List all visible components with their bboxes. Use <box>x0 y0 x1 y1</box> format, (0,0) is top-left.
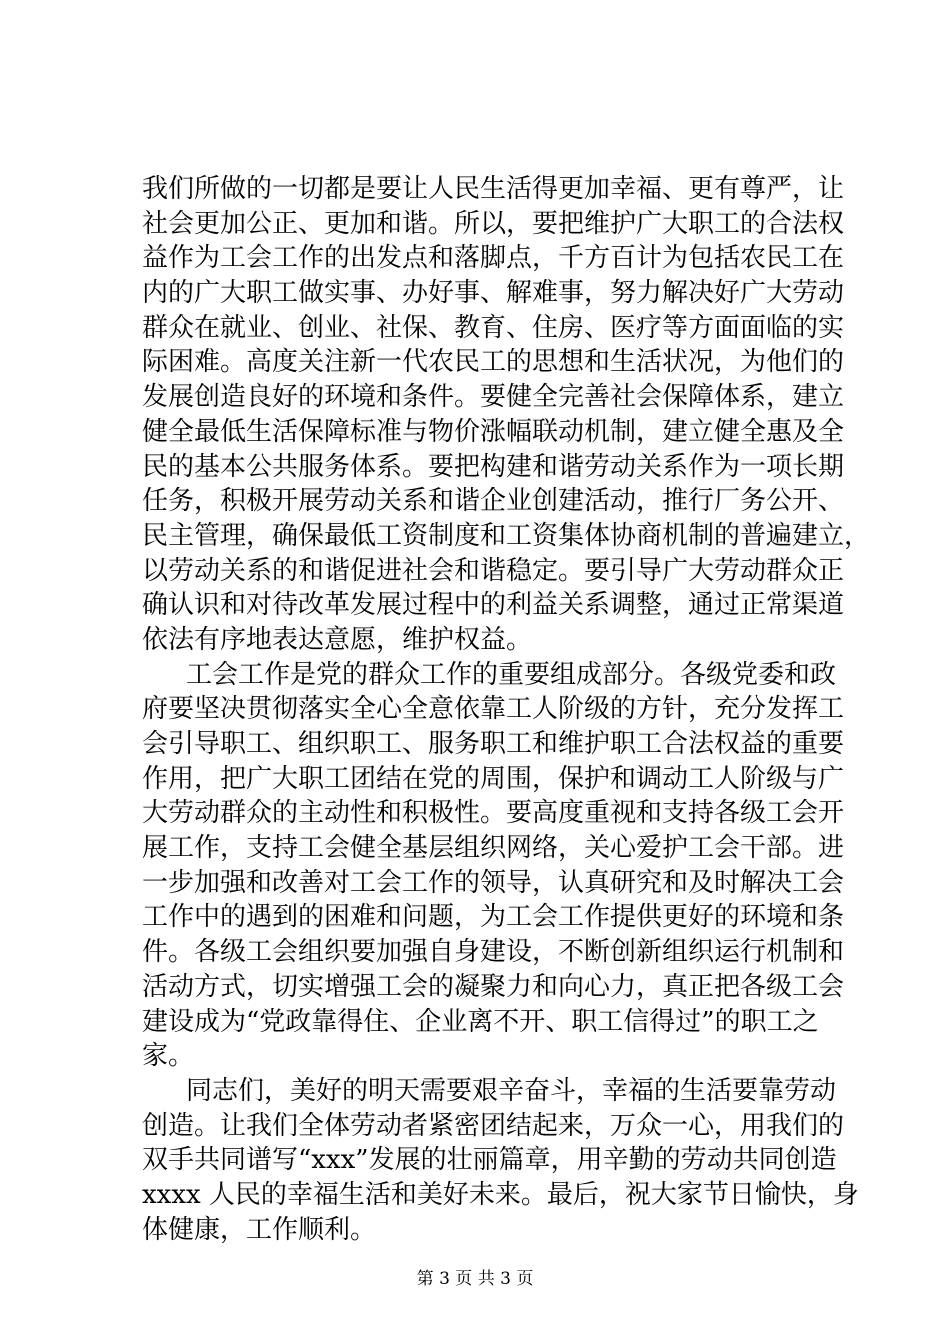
text-line: 任务，积极开展劳动关系和谐企业创建活动，推行厂务公开、 <box>142 486 845 517</box>
text-line: 家。 <box>142 1041 195 1072</box>
text-line: 活动方式，切实增强工会的凝聚力和向心力，真正把各级工会 <box>142 971 845 1002</box>
text-line: 展工作，支持工会健全基层组织网络，关心爱护工会干部。进 <box>142 833 845 864</box>
text-line: 健全最低生活保障标准与物价涨幅联动机制，建立健全惠及全 <box>142 416 845 447</box>
text-line: 作用，把广大职工团结在党的周围，保护和调动工人阶级与广 <box>142 763 845 794</box>
text-line: 双手共同谱写“xxx”发展的壮丽篇章，用辛勤的劳动共同创造 <box>142 1145 837 1176</box>
text-line: 依法有序地表达意愿，维护权益。 <box>142 624 533 655</box>
text-line: 件。各级工会组织要加强自身建设，不断创新组织运行机制和 <box>142 937 845 968</box>
text-line: 建设成为“党政靠得住、企业离不开、职工信得过”的职工之 <box>142 1006 819 1037</box>
text-line: 内的广大职工做实事、办好事、解难事，努力解决好广大劳动 <box>142 278 845 309</box>
text-line: 工会工作是党的群众工作的重要组成部分。各级党委和政 <box>186 659 837 690</box>
text-line: 一步加强和改善对工会工作的领导，认真研究和及时解决工会 <box>142 867 845 898</box>
text-line: xxxx 人民的幸福生活和美好未来。最后，祝大家节日愉快，身 <box>142 1179 859 1210</box>
text-line: 益作为工会工作的出发点和落脚点，千方百计为包括农民工在 <box>142 243 845 274</box>
text-line: 府要坚决贯彻落实全心全意依靠工人阶级的方针，充分发挥工 <box>142 694 845 725</box>
text-line: 同志们，美好的明天需要艰辛奋斗，幸福的生活要靠劳动 <box>186 1075 837 1106</box>
text-line: 民的基本公共服务体系。要把构建和谐劳动关系作为一项长期 <box>142 451 845 482</box>
text-line: 大劳动群众的主动性和积极性。要高度重视和支持各级工会开 <box>142 798 845 829</box>
text-line: 以劳动关系的和谐促进社会和谐稳定。要引导广大劳动群众正 <box>142 555 845 586</box>
paragraph <box>142 172 871 658</box>
text-line: 工作中的遇到的困难和问题，为工会工作提供更好的环境和条 <box>142 902 845 933</box>
text-line: 际困难。高度关注新一代农民工的思想和生活状况，为他们的 <box>142 347 845 378</box>
text-line: 发展创造良好的环境和条件。要健全完善社会保障体系，建立 <box>142 382 845 413</box>
paragraph <box>142 658 845 1074</box>
text-line: 民主管理，确保最低工资制度和工资集体协商机制的普遍建立， <box>142 520 871 551</box>
text-line: 群众在就业、创业、社保、教育、住房、医疗等方面面临的实 <box>142 312 845 343</box>
text-line: 我们所做的一切都是要让人民生活得更加幸福、更有尊严，让 <box>142 174 845 204</box>
text-line: 创造。让我们全体劳动者紧密团结起来，万众一心，用我们的 <box>142 1110 845 1141</box>
page-footer: 第 3 页 共 3 页 <box>416 1269 534 1289</box>
text-line: 会引导职工、组织职工、服务职工和维护职工合法权益的重要 <box>142 729 845 759</box>
text-line: 确认识和对待改革发展过程中的利益关系调整，通过正常渠道 <box>142 590 845 621</box>
text-line: 社会更加公正、更加和谐。所以，要把维护广大职工的合法权 <box>142 208 845 239</box>
paragraph <box>142 1074 859 1247</box>
document-body <box>142 172 871 1247</box>
text-line: 体健康，工作顺利。 <box>142 1214 377 1245</box>
